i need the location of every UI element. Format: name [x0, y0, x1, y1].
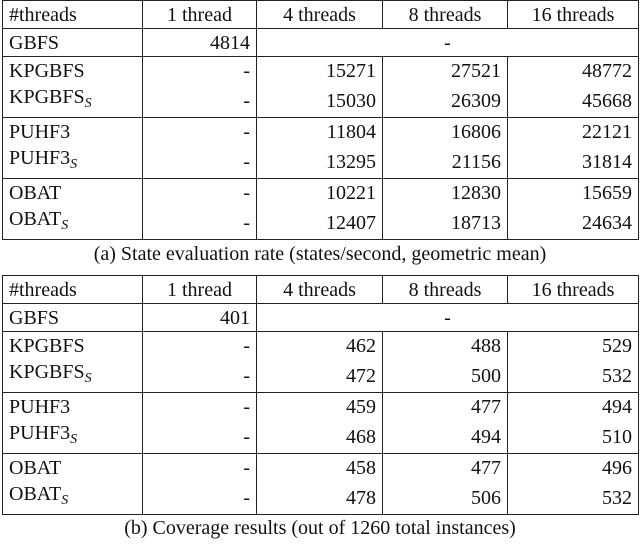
table-row	[3, 332, 639, 360]
cell-1-thread: -	[143, 57, 257, 85]
cell-16-threads: 24634	[508, 206, 639, 240]
row-label: $OBAT_S$	[3, 206, 143, 240]
table-row	[3, 118, 639, 146]
row-label: OBAT	[3, 179, 143, 207]
table-row	[3, 481, 639, 515]
cell-1-thread: 4814	[143, 29, 257, 57]
cell-16-threads: 22121	[508, 118, 639, 146]
column-header: 4 threads	[257, 276, 383, 304]
table-row	[3, 454, 639, 482]
row-label: OBAT	[3, 454, 143, 482]
row-label: GBFS	[3, 29, 143, 57]
row-label-subscript: S	[84, 371, 92, 386]
table-row	[3, 179, 639, 207]
cell-1-thread: -	[143, 84, 257, 118]
column-header: 8 threads	[383, 276, 508, 304]
cell-4-threads: 15271	[257, 57, 383, 85]
cell-4-threads: 12407	[257, 206, 383, 240]
table-row	[3, 145, 639, 179]
cell-1-thread: 401	[143, 304, 257, 332]
cell-1-thread: -	[143, 206, 257, 240]
cell-1-thread: -	[143, 118, 257, 146]
table-caption: (b) Coverage results (out of 1260 total instances)	[124, 517, 516, 539]
cell-8-threads: 488	[383, 332, 508, 360]
cell-8-threads: 506	[383, 481, 508, 515]
cell-16-threads: 45668	[508, 84, 639, 118]
cell-16-threads: 532	[508, 481, 639, 515]
cell-1-thread: -	[143, 481, 257, 515]
cell-4-threads: 468	[257, 420, 383, 454]
coverage-table	[2, 275, 639, 515]
row-label: $OBAT_S$	[3, 481, 143, 515]
column-header: 8 threads	[383, 1, 508, 29]
cell-4-threads: 13295	[257, 145, 383, 179]
column-header: 1 thread	[143, 276, 257, 304]
row-label: $PUHF3_S$	[3, 145, 143, 179]
cell-1-thread: -	[143, 454, 257, 482]
table-row	[3, 206, 639, 240]
cell-1-thread: -	[143, 145, 257, 179]
cell-merged: -	[257, 29, 639, 57]
row-label: $PUHF3_S$	[3, 420, 143, 454]
cell-16-threads: 31814	[508, 145, 639, 179]
cell-8-threads: 477	[383, 393, 508, 421]
table-caption: (a) State evaluation rate (states/second, geometric mean)	[93, 243, 547, 265]
cell-4-threads: 462	[257, 332, 383, 360]
cell-8-threads: 21156	[383, 145, 508, 179]
cell-8-threads: 12830	[383, 179, 508, 207]
cell-4-threads: 478	[257, 481, 383, 515]
row-label: PUHF3	[3, 118, 143, 146]
column-header: #threads	[3, 276, 143, 304]
cell-8-threads: 494	[383, 420, 508, 454]
row-label: $KPGBFS_S$	[3, 84, 143, 118]
cell-8-threads: 500	[383, 359, 508, 393]
table-header-row	[3, 1, 639, 29]
column-header: 16 threads	[508, 276, 639, 304]
cell-1-thread: -	[143, 179, 257, 207]
row-label-subscript: S	[70, 432, 78, 447]
table-row	[3, 29, 639, 57]
cell-8-threads: 27521	[383, 57, 508, 85]
cell-1-thread: -	[143, 359, 257, 393]
cell-4-threads: 459	[257, 393, 383, 421]
row-label: GBFS	[3, 304, 143, 332]
cell-4-threads: 15030	[257, 84, 383, 118]
row-label: KPGBFS	[3, 57, 143, 85]
cell-8-threads: 477	[383, 454, 508, 482]
row-label: KPGBFS	[3, 332, 143, 360]
column-header: #threads	[3, 1, 143, 29]
table-row	[3, 420, 639, 454]
cell-8-threads: 18713	[383, 206, 508, 240]
cell-16-threads: 15659	[508, 179, 639, 207]
cell-4-threads: 472	[257, 359, 383, 393]
cell-16-threads: 494	[508, 393, 639, 421]
cell-1-thread: -	[143, 393, 257, 421]
row-label-subscript: S	[70, 157, 78, 172]
cell-8-threads: 16806	[383, 118, 508, 146]
cell-4-threads: 11804	[257, 118, 383, 146]
table-row	[3, 393, 639, 421]
table-row	[3, 57, 639, 85]
cell-merged: -	[257, 304, 639, 332]
cell-1-thread: -	[143, 420, 257, 454]
cell-1-thread: -	[143, 332, 257, 360]
table-row	[3, 304, 639, 332]
table-row	[3, 359, 639, 393]
cell-16-threads: 496	[508, 454, 639, 482]
cell-8-threads: 26309	[383, 84, 508, 118]
row-label: PUHF3	[3, 393, 143, 421]
row-label-subscript: S	[61, 218, 69, 233]
cell-16-threads: 48772	[508, 57, 639, 85]
column-header: 1 thread	[143, 1, 257, 29]
cell-4-threads: 458	[257, 454, 383, 482]
column-header: 4 threads	[257, 1, 383, 29]
cell-16-threads: 532	[508, 359, 639, 393]
cell-16-threads: 529	[508, 332, 639, 360]
state-evaluation-table	[2, 0, 639, 240]
table-row	[3, 84, 639, 118]
row-label-subscript: S	[61, 493, 69, 508]
column-header: 16 threads	[508, 1, 639, 29]
cell-4-threads: 10221	[257, 179, 383, 207]
row-label-subscript: S	[84, 96, 92, 111]
table-header-row	[3, 276, 639, 304]
cell-16-threads: 510	[508, 420, 639, 454]
row-label: $KPGBFS_S$	[3, 359, 143, 393]
